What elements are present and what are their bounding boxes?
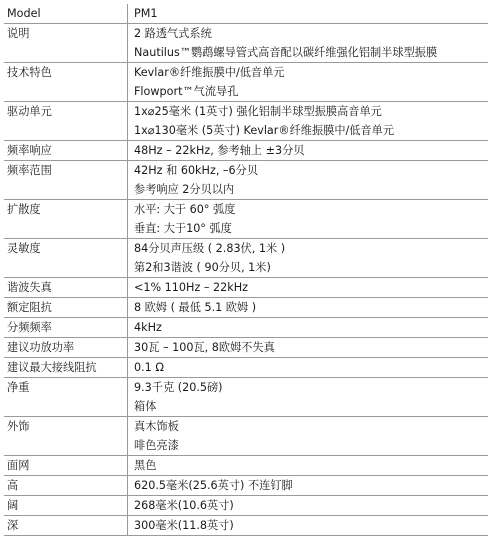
spec-row-frequency-response: [4, 141, 488, 161]
spec-value: 9.3千克 (20.5磅): [134, 381, 223, 394]
spec-label: 深: [4, 516, 128, 535]
spec-value: 30瓦 – 100瓦, 8欧姆不失真: [134, 341, 275, 354]
spec-label: 频率响应: [4, 141, 128, 160]
spec-values: [128, 239, 488, 277]
spec-label: 频率范围: [4, 161, 128, 199]
spec-label: 高: [4, 476, 128, 495]
spec-value: PM1: [134, 7, 158, 20]
spec-value: 参考响应 2分贝以内: [134, 183, 235, 196]
spec-label: 技术特色: [4, 63, 128, 101]
spec-row-finish: [4, 417, 488, 456]
spec-value: 4kHz: [134, 321, 162, 334]
spec-values: [128, 516, 488, 535]
spec-label: Model: [4, 4, 128, 23]
spec-values: [128, 102, 488, 140]
spec-row-depth: [4, 516, 488, 536]
spec-value: 1x⌀25毫米 (1英寸) 强化铝制半球型振膜高音单元: [134, 105, 382, 118]
spec-row-net-weight: [4, 378, 488, 417]
spec-value: 300毫米(11.8英寸): [134, 519, 234, 532]
spec-values: [128, 4, 488, 23]
spec-value: <1% 110Hz – 22kHz: [134, 281, 249, 294]
spec-row-dispersion: [4, 200, 488, 239]
spec-values: [128, 338, 488, 357]
spec-values: [128, 200, 488, 238]
spec-value: Flowport™气流导孔: [134, 85, 239, 98]
spec-values: [128, 63, 488, 101]
spec-value: 84分贝声压级 ( 2.83伏, 1米 ): [134, 242, 286, 255]
spec-label: 谐波失真: [4, 278, 128, 297]
spec-label: 驱动单元: [4, 102, 128, 140]
spec-values: [128, 417, 488, 455]
spec-values: [128, 476, 488, 495]
spec-label: 面网: [4, 456, 128, 475]
spec-row-cable-impedance: [4, 358, 488, 378]
spec-value: Kevlar®纤维振膜中/低音单元: [134, 66, 285, 79]
spec-label: 说明: [4, 24, 128, 62]
spec-values: [128, 496, 488, 515]
spec-value: 8 欧姆 ( 最低 5.1 欧姆 ): [134, 301, 257, 314]
spec-label: 灵敏度: [4, 239, 128, 277]
spec-value: 水平: 大于 60° 弧度: [134, 203, 236, 216]
spec-label: 阔: [4, 496, 128, 515]
spec-value: 垂直: 大于10° 弧度: [134, 222, 232, 235]
spec-label: 建议功放功率: [4, 338, 128, 357]
spec-value: 268毫米(10.6英寸): [134, 499, 234, 512]
spec-row-harmonic-distortion: [4, 278, 488, 298]
spec-label: 分频频率: [4, 318, 128, 337]
spec-values: [128, 24, 488, 62]
spec-value: 黑色: [134, 459, 157, 472]
spec-row-height: [4, 476, 488, 496]
spec-label: 外饰: [4, 417, 128, 455]
spec-label: 扩散度: [4, 200, 128, 238]
spec-row-width: [4, 496, 488, 516]
spec-row-model: [4, 4, 488, 24]
spec-row-grille: [4, 456, 488, 476]
spec-value: 42Hz 和 60kHz, –6分贝: [134, 164, 259, 177]
spec-value: 48Hz – 22kHz, 参考轴上 ±3分贝: [134, 144, 305, 157]
spec-values: [128, 298, 488, 317]
spec-row-frequency-range: [4, 161, 488, 200]
spec-value: 0.1 Ω: [134, 361, 164, 374]
spec-values: [128, 456, 488, 475]
spec-value: 真木饰板: [134, 420, 179, 433]
spec-values: [128, 358, 488, 377]
spec-label: 净重: [4, 378, 128, 416]
spec-table: [4, 4, 488, 536]
spec-values: [128, 318, 488, 337]
spec-value: 1x⌀130毫米 (5英寸) Kevlar®纤维振膜中/低音单元: [134, 124, 395, 137]
spec-value: 箱体: [134, 400, 157, 413]
spec-value: 2 路透气式系统: [134, 27, 212, 40]
spec-row-description: [4, 24, 488, 63]
spec-values: [128, 141, 488, 160]
spec-row-sensitivity: [4, 239, 488, 278]
spec-row-crossover: [4, 318, 488, 338]
spec-row-technologies: [4, 63, 488, 102]
spec-values: [128, 161, 488, 199]
spec-row-amplifier-power: [4, 338, 488, 358]
spec-value: 620.5毫米(25.6英寸) 不连钉脚: [134, 479, 293, 492]
spec-label: 建议最大接线阻抗: [4, 358, 128, 377]
spec-values: [128, 278, 488, 297]
spec-row-impedance: [4, 298, 488, 318]
spec-value: Nautilus™鹦鹉螺导管式高音配以碳纤维强化铝制半球型振膜: [134, 46, 438, 59]
spec-values: [128, 378, 488, 416]
spec-row-drive-units: [4, 102, 488, 141]
spec-value: 第2和3谐波 ( 90分贝, 1米): [134, 261, 271, 274]
spec-value: 啡色亮漆: [134, 439, 179, 452]
spec-label: 额定阻抗: [4, 298, 128, 317]
